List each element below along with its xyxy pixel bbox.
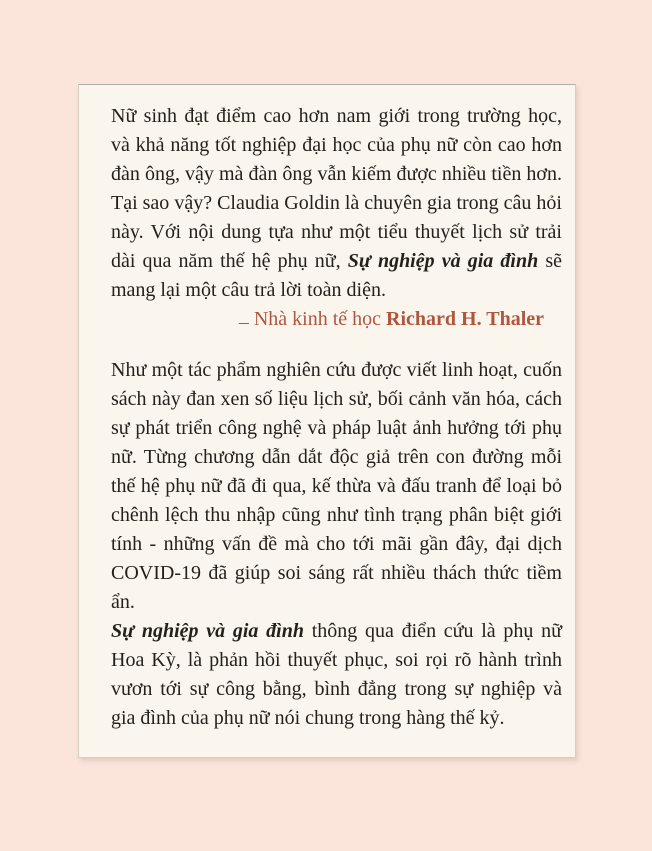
text-segment: – — [238, 311, 254, 333]
description-paragraph-2 — [111, 617, 562, 733]
text-segment: Như một tác phẩm nghiên cứu được viết linh hoạt, cuốn sách này đan xen số liệu lịch sử, bối cảnh văn hóa, cách sự phát triển công nghệ và pháp luật ảnh hưởng tới phụ nữ. Từng chương dẫn dắt độc giả trên con đường mỗi thế hệ phụ nữ đã đi qua, kế thừa và đấu tranh để loại bỏ chênh lệch thu nhập cũng như tình trạng phân biệt giới tính - những vấn đề mà cho tới mãi gần đây, đại dịch COVID-19 đã giúp soi sáng rất nhiều thách thức tiềm ẩn. — [111, 359, 562, 613]
text-segment: thông qua điển cứu là phụ nữ Hoa Kỳ, là phản hồi thuyết phục, soi rọi rõ hành trình vươn tới sự công bằng, bình đẳng trong sự nghiệp và gia đình của phụ nữ nói chung trong hàng thế kỷ. — [111, 620, 563, 729]
text-segment: Sự nghiệp và gia đình — [347, 250, 539, 272]
text-segment: Richard H. Thaler — [386, 308, 544, 330]
text-segment: sẽ mang lại một câu trả lời toàn diện. — [111, 250, 562, 301]
review-card — [78, 84, 576, 758]
description-paragraph-1 — [111, 356, 562, 617]
text-segment: Nhà kinh tế học — [253, 308, 387, 330]
review-quote-text — [111, 102, 562, 305]
review-attribution — [111, 305, 544, 334]
text-segment: Sự nghiệp và gia đình — [111, 620, 304, 642]
text-segment: Nữ sinh đạt điểm cao hơn nam giới trong trường học, và khả năng tốt nghiệp đại học của phụ nữ còn cao hơn đàn ông, vậy mà đàn ông vẫn kiếm được nhiều tiền hơn. Tại sao vậy? Claudia Goldin là chuyên gia trong câu hỏi này. Với nội dung tựa như một tiểu thuyết lịch sử trải dài qua năm thế hệ phụ nữ, — [111, 105, 562, 272]
